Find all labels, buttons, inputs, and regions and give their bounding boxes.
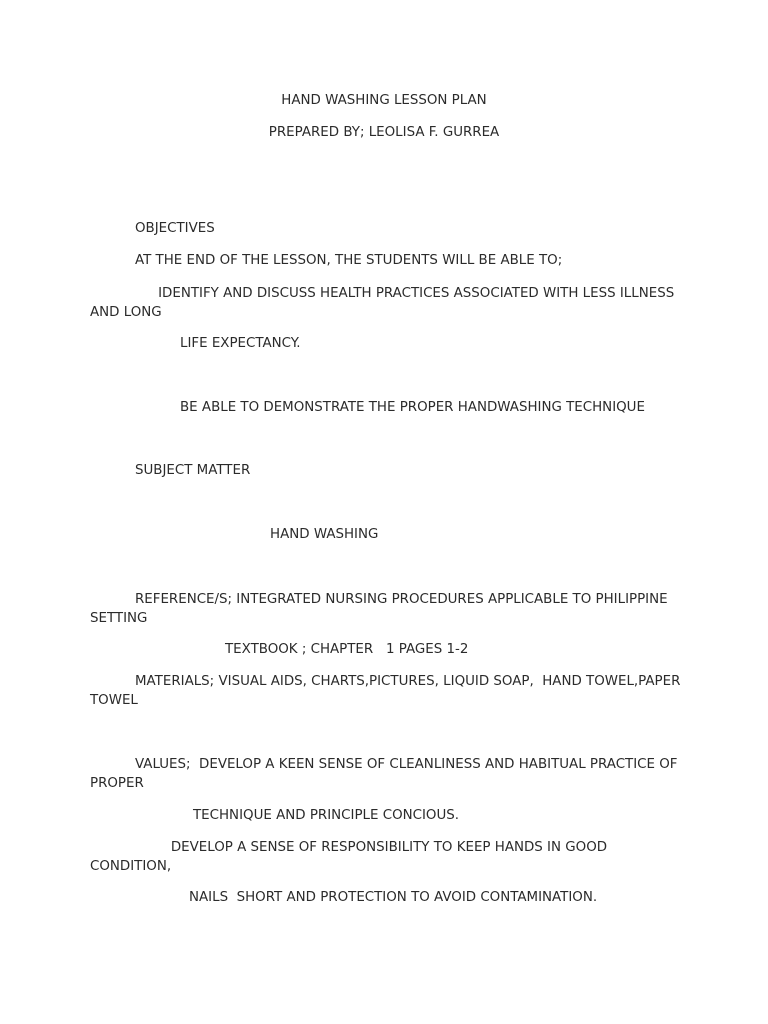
- prepared-by: PREPARED BY; LEOLISA F. GURREA: [268, 125, 500, 140]
- objective-item: IDENTIFY AND DISCUSS HEALTH PRACTICES ASSOCIATED WITH LESS ILLNESS AND LONG: [90, 286, 679, 320]
- objectives-intro: AT THE END OF THE LESSON, THE STUDENTS WILL BE ABLE TO;: [135, 253, 563, 268]
- values-text-continuation: TECHNIQUE AND PRINCIPLE CONCIOUS.: [193, 808, 460, 823]
- subject-text: HAND WASHING: [270, 527, 379, 542]
- document-title: HAND WASHING LESSON PLAN: [281, 93, 487, 108]
- references-text: REFERENCE/S; INTEGRATED NURSING PROCEDURES APPLICABLE TO PHILIPPINE SETTING: [90, 592, 672, 626]
- materials-text: MATERIALS; VISUAL AIDS, CHARTS,PICTURES, LIQUID SOAP, HAND TOWEL,PAPER TOWEL: [90, 674, 689, 708]
- objective-item: BE ABLE TO DEMONSTRATE THE PROPER HANDWASHING TECHNIQUE: [180, 400, 645, 415]
- values-text: VALUES; DEVELOP A KEEN SENSE OF CLEANLINESS AND HABITUAL PRACTICE OF PROPER: [90, 757, 682, 791]
- textbook-text: TEXTBOOK ; CHAPTER 1 PAGES 1-2: [225, 642, 469, 657]
- objectives-heading: OBJECTIVES: [135, 221, 215, 236]
- values-text-continuation: NAILS SHORT AND PROTECTION TO AVOID CONTAMINATION.: [189, 890, 598, 905]
- objective-item-continuation: LIFE EXPECTANCY.: [180, 336, 301, 351]
- values-text: DEVELOP A SENSE OF RESPONSIBILITY TO KEEP HANDS IN GOOD CONDITION,: [90, 840, 612, 874]
- subject-matter-heading: SUBJECT MATTER: [135, 463, 251, 478]
